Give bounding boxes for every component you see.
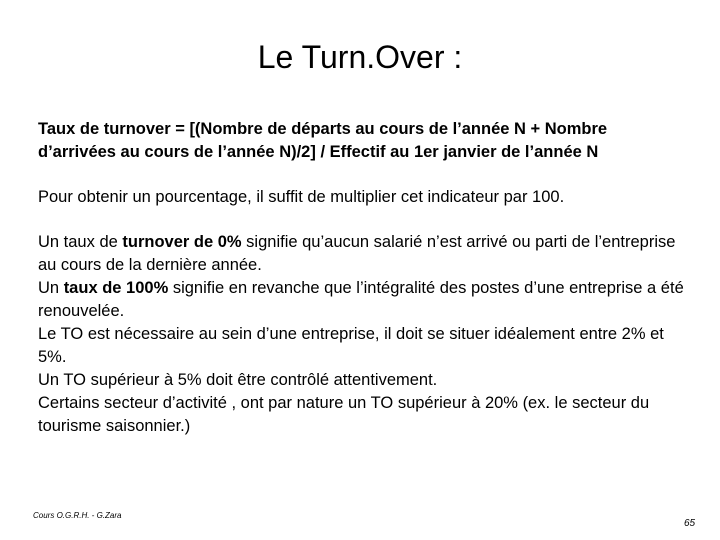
sectors-paragraph: Certains secteur d’activité , ont par nature un TO supérieur à 20% (ex. le secteur du tourisme saisonnier.) bbox=[38, 394, 650, 435]
slide-title: Le Turn.Over : bbox=[257, 39, 463, 75]
ideal-range-paragraph: Le TO est nécessaire au sein d’une entreprise, il doit se situer idéalement entre 2% et 5%. bbox=[38, 325, 664, 366]
hundred-percent-paragraph bbox=[38, 277, 688, 323]
hundred-percent-suffix: signifie en revanche que l’intégralité des postes d’une entreprise a été renouvelée. bbox=[38, 279, 684, 320]
hundred-percent-prefix: Un bbox=[38, 279, 64, 297]
zero-percent-prefix: Un taux de bbox=[38, 233, 123, 251]
percentage-note: Pour obtenir un pourcentage, il suffit de multiplier cet indicateur par 100. bbox=[38, 188, 565, 206]
zero-percent-emphasis: turnover de 0% bbox=[122, 233, 242, 251]
zero-percent-suffix: signifie qu’aucun salarié n’est arrivé ou parti de l’entreprise au cours de la dernière année. bbox=[38, 233, 676, 274]
zero-percent-paragraph bbox=[38, 231, 688, 277]
course-credit: Cours O.G.R.H. - G.Zara bbox=[33, 511, 122, 520]
turnover-formula: Taux de turnover = [(Nombre de départs au cours de l’année N + Nombre d’arrivées au cours de l’année N)/2] / Effectif au 1er janvier de l’année N bbox=[38, 120, 608, 161]
page-number: 65 bbox=[684, 518, 696, 529]
above-five-paragraph: Un TO supérieur à 5% doit être contrôlé attentivement. bbox=[38, 371, 438, 389]
slide-body bbox=[38, 118, 688, 438]
hundred-percent-emphasis: taux de 100% bbox=[63, 279, 169, 297]
